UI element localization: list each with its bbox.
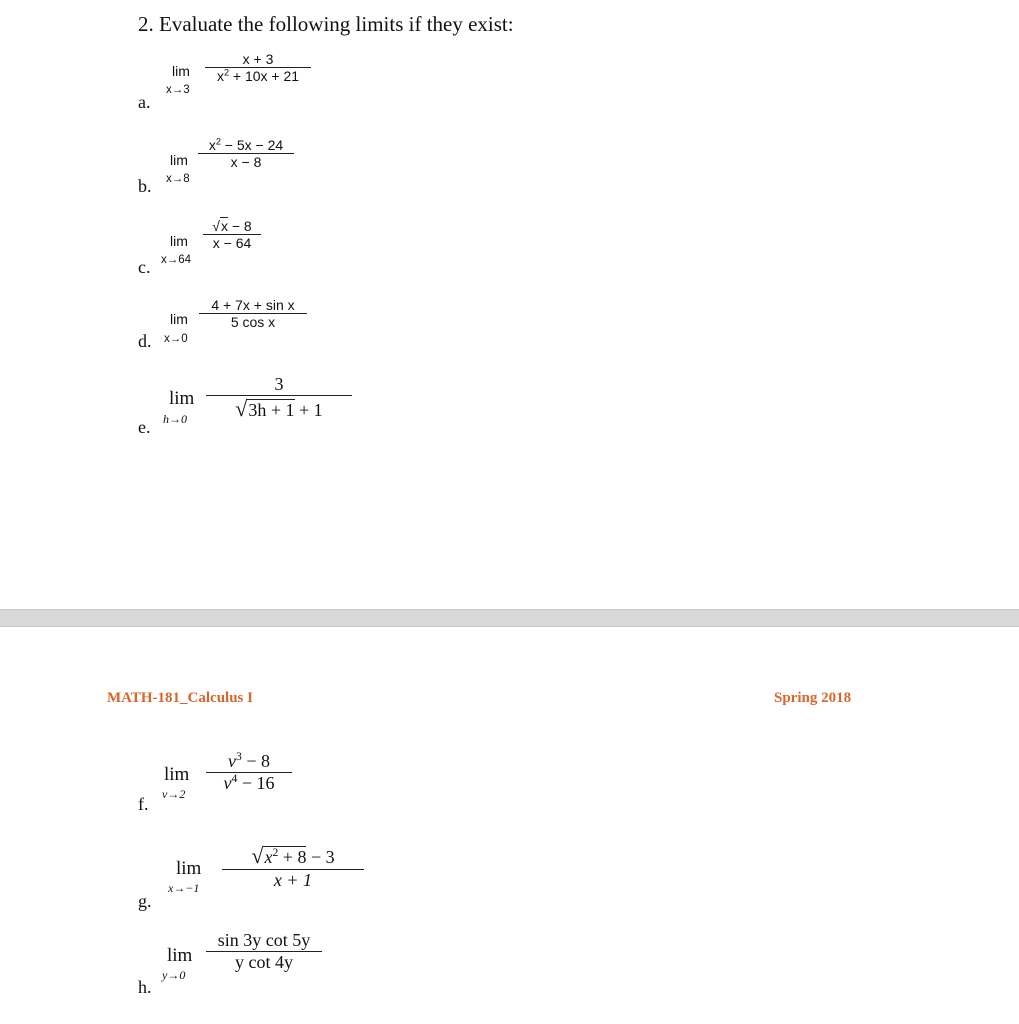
lim-approach: x→0 [164,333,188,345]
lim-operator: lim [176,858,202,879]
denominator: x + 1 [273,870,313,891]
lim-operator: lim [167,945,193,966]
problem-label: h. [138,977,152,997]
denominator: x − 64 [212,235,252,252]
lim-operator: lim [169,388,195,409]
lim-operator: lim [170,233,188,249]
problem-label: c. [138,257,151,277]
fraction [203,218,261,251]
fraction [222,843,364,891]
fraction [206,930,322,973]
numerator: $√x^2 + 8 - 3$ [251,843,335,868]
lim-approach: x→8 [166,173,190,185]
problem-label: g. [138,891,152,911]
fraction [206,751,292,794]
sqrt-icon: √ [251,843,264,868]
denominator: 5 cos x [230,314,276,331]
term-header: Spring 2018 [774,690,852,706]
problem-label: e. [138,417,151,437]
lim-approach: x→−1 [168,881,200,895]
denominator: $v^4 - 16$ [223,772,275,794]
lim-approach: x→3 [166,84,190,96]
problem-title: 2. Evaluate the following limits if they exist: [138,12,514,36]
sqrt-icon: √ [212,218,220,234]
fraction [206,374,352,422]
lim-approach: v→2 [162,787,186,801]
sqrt-icon: √ [235,396,248,422]
problem-label: a. [138,92,151,112]
numerator: 4 + 7x + sin x [211,297,295,313]
problem-label: f. [138,794,149,814]
problem-label: b. [138,176,152,196]
lim-operator: lim [170,152,188,168]
lim-operator: lim [170,311,188,327]
numerator: $x^2 - 5x - 24$ [208,136,284,153]
lim-approach: x→64 [161,254,192,266]
fraction [198,137,294,170]
page-separator [0,609,1019,627]
lim-operator: lim [164,764,190,785]
lim-approach: y→0 [162,968,186,982]
denominator: $x^2 + 10x + 21$ [216,67,300,85]
numerator: √x − 8 [212,218,252,234]
lim-operator: lim [172,63,190,79]
lim-approach: h→0 [163,412,187,426]
numerator: $v^3 - 8$ [228,749,270,771]
denominator: y cot 4y [235,952,293,973]
numerator: sin 3y cot 5y [217,930,311,950]
course-header: MATH-181_Calculus I [107,690,253,706]
numerator: 3 [274,374,284,394]
numerator: x + 3 [242,51,274,67]
fraction [205,51,311,84]
problem-label: d. [138,331,152,351]
denominator: x − 8 [230,154,262,171]
fraction [199,297,307,330]
denominator: √3h + 1 + 1 [235,396,323,422]
